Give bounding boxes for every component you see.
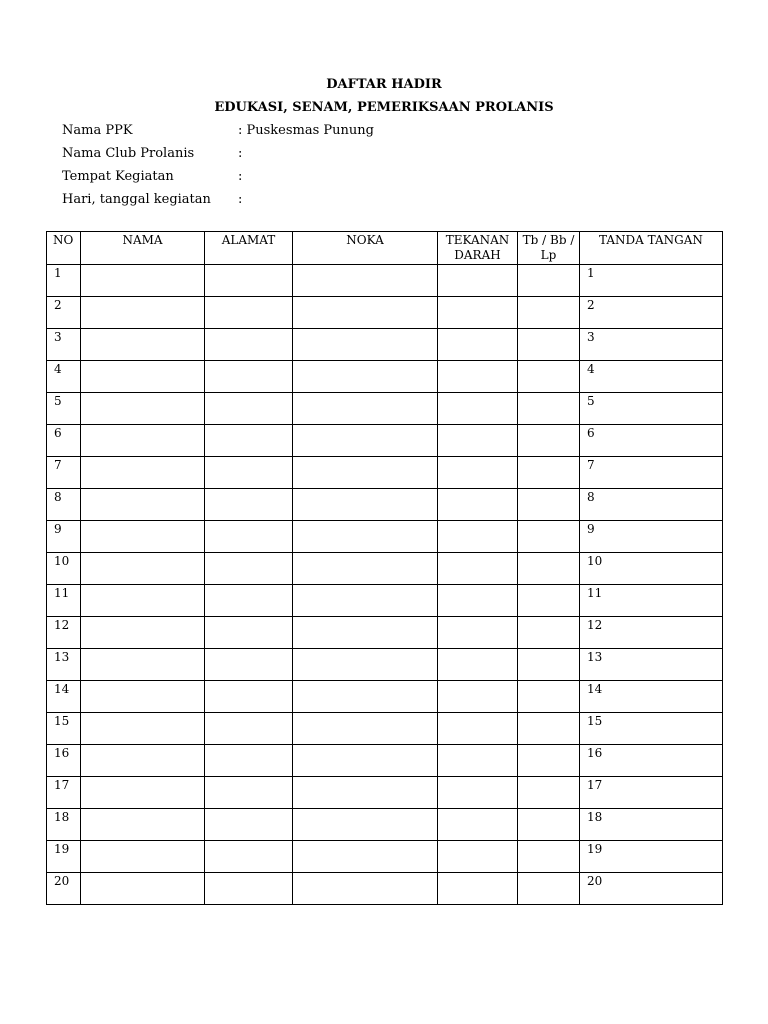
row-number: 17 — [47, 777, 81, 809]
table-row — [47, 329, 723, 361]
info-value: : — [238, 169, 243, 184]
table-row — [47, 745, 723, 777]
tekanan-darah-cell — [438, 425, 518, 457]
noka-cell — [293, 809, 438, 841]
nama-cell — [81, 585, 205, 617]
tanda-tangan-cell: 2 — [580, 297, 723, 329]
alamat-cell — [205, 393, 293, 425]
nama-cell — [81, 745, 205, 777]
row-number: 16 — [47, 745, 81, 777]
noka-cell — [293, 329, 438, 361]
tekanan-darah-cell — [438, 585, 518, 617]
tb-bb-lp-cell — [518, 265, 580, 297]
table-row — [47, 841, 723, 873]
tekanan-darah-cell — [438, 617, 518, 649]
nama-cell — [81, 617, 205, 649]
tb-bb-lp-cell — [518, 745, 580, 777]
noka-cell — [293, 745, 438, 777]
noka-cell — [293, 425, 438, 457]
noka-cell — [293, 841, 438, 873]
table-row — [47, 617, 723, 649]
nama-cell — [81, 361, 205, 393]
tekanan-darah-cell — [438, 777, 518, 809]
table-row — [47, 553, 723, 585]
table-row — [47, 873, 723, 905]
column-header-no: NO — [47, 232, 81, 265]
tanda-tangan-cell: 5 — [580, 393, 723, 425]
table-row — [47, 681, 723, 713]
tekanan-darah-cell — [438, 553, 518, 585]
nama-cell — [81, 873, 205, 905]
noka-cell — [293, 393, 438, 425]
noka-cell — [293, 521, 438, 553]
tanda-tangan-cell: 17 — [580, 777, 723, 809]
nama-cell — [81, 521, 205, 553]
tb-bb-lp-cell — [518, 297, 580, 329]
tb-bb-lp-cell — [518, 585, 580, 617]
tb-bb-lp-cell — [518, 841, 580, 873]
row-number: 9 — [47, 521, 81, 553]
alamat-cell — [205, 329, 293, 361]
tekanan-darah-cell — [438, 457, 518, 489]
nama-cell — [81, 649, 205, 681]
alamat-cell — [205, 457, 293, 489]
row-number: 2 — [47, 297, 81, 329]
tb-bb-lp-cell — [518, 809, 580, 841]
info-label: Tempat Kegiatan — [62, 169, 174, 184]
tb-bb-lp-cell — [518, 553, 580, 585]
alamat-cell — [205, 777, 293, 809]
nama-cell — [81, 841, 205, 873]
alamat-cell — [205, 649, 293, 681]
noka-cell — [293, 585, 438, 617]
tekanan-darah-cell — [438, 329, 518, 361]
nama-cell — [81, 265, 205, 297]
nama-cell — [81, 809, 205, 841]
page-subtitle: EDUKASI, SENAM, PEMERIKSAAN PROLANIS — [214, 100, 554, 115]
column-header-tb-bb-lp: Tb / Bb / Lp — [518, 232, 580, 265]
tanda-tangan-cell: 13 — [580, 649, 723, 681]
tanda-tangan-cell: 9 — [580, 521, 723, 553]
tb-bb-lp-cell — [518, 329, 580, 361]
tanda-tangan-cell: 14 — [580, 681, 723, 713]
row-number: 7 — [47, 457, 81, 489]
alamat-cell — [205, 553, 293, 585]
nama-cell — [81, 393, 205, 425]
tanda-tangan-cell: 16 — [580, 745, 723, 777]
table-row — [47, 425, 723, 457]
tb-bb-lp-cell — [518, 489, 580, 521]
row-number: 3 — [47, 329, 81, 361]
tb-bb-lp-cell — [518, 393, 580, 425]
info-label: Nama Club Prolanis — [62, 146, 195, 161]
row-number: 19 — [47, 841, 81, 873]
table-row — [47, 489, 723, 521]
row-number: 20 — [47, 873, 81, 905]
table-row — [47, 457, 723, 489]
tekanan-darah-cell — [438, 873, 518, 905]
table-row — [47, 649, 723, 681]
tanda-tangan-cell: 6 — [580, 425, 723, 457]
alamat-cell — [205, 521, 293, 553]
tb-bb-lp-cell — [518, 361, 580, 393]
table-row — [47, 777, 723, 809]
nama-cell — [81, 329, 205, 361]
tekanan-darah-cell — [438, 265, 518, 297]
info-label: Nama PPK — [62, 123, 133, 138]
nama-cell — [81, 713, 205, 745]
table-row — [47, 393, 723, 425]
table-header-row — [47, 232, 723, 265]
nama-cell — [81, 681, 205, 713]
attendance-table — [46, 231, 723, 905]
tb-bb-lp-cell — [518, 777, 580, 809]
table-row — [47, 361, 723, 393]
tb-bb-lp-cell — [518, 617, 580, 649]
tanda-tangan-cell: 7 — [580, 457, 723, 489]
info-value: : — [238, 192, 243, 207]
tekanan-darah-cell — [438, 713, 518, 745]
tekanan-darah-cell — [438, 393, 518, 425]
tb-bb-lp-cell — [518, 681, 580, 713]
noka-cell — [293, 649, 438, 681]
row-number: 5 — [47, 393, 81, 425]
tb-bb-lp-cell — [518, 457, 580, 489]
tanda-tangan-cell: 20 — [580, 873, 723, 905]
tanda-tangan-cell: 12 — [580, 617, 723, 649]
table-row — [47, 713, 723, 745]
noka-cell — [293, 457, 438, 489]
alamat-cell — [205, 809, 293, 841]
alamat-cell — [205, 489, 293, 521]
table-row — [47, 521, 723, 553]
column-header-alamat: ALAMAT — [205, 232, 293, 265]
alamat-cell — [205, 297, 293, 329]
nama-cell — [81, 553, 205, 585]
tb-bb-lp-cell — [518, 713, 580, 745]
alamat-cell — [205, 361, 293, 393]
tanda-tangan-cell: 10 — [580, 553, 723, 585]
tanda-tangan-cell: 8 — [580, 489, 723, 521]
tekanan-darah-cell — [438, 649, 518, 681]
tanda-tangan-cell: 19 — [580, 841, 723, 873]
nama-cell — [81, 297, 205, 329]
tekanan-darah-cell — [438, 841, 518, 873]
table-row — [47, 297, 723, 329]
column-header-tekanan-darah: TEKANAN DARAH — [438, 232, 518, 265]
table-row — [47, 265, 723, 297]
row-number: 8 — [47, 489, 81, 521]
tanda-tangan-cell: 4 — [580, 361, 723, 393]
alamat-cell — [205, 585, 293, 617]
noka-cell — [293, 681, 438, 713]
noka-cell — [293, 297, 438, 329]
nama-cell — [81, 457, 205, 489]
tekanan-darah-cell — [438, 297, 518, 329]
page-title: DAFTAR HADIR — [326, 77, 442, 92]
alamat-cell — [205, 841, 293, 873]
row-number: 13 — [47, 649, 81, 681]
tekanan-darah-cell — [438, 361, 518, 393]
table-row — [47, 585, 723, 617]
nama-cell — [81, 425, 205, 457]
row-number: 12 — [47, 617, 81, 649]
row-number: 10 — [47, 553, 81, 585]
alamat-cell — [205, 617, 293, 649]
nama-cell — [81, 489, 205, 521]
row-number: 14 — [47, 681, 81, 713]
info-label: Hari, tanggal kegiatan — [62, 192, 211, 207]
noka-cell — [293, 265, 438, 297]
alamat-cell — [205, 713, 293, 745]
tekanan-darah-cell — [438, 745, 518, 777]
noka-cell — [293, 873, 438, 905]
alamat-cell — [205, 265, 293, 297]
noka-cell — [293, 361, 438, 393]
tekanan-darah-cell — [438, 809, 518, 841]
column-header-tanda-tangan: TANDA TANGAN — [580, 232, 723, 265]
row-number: 18 — [47, 809, 81, 841]
info-value: : — [238, 146, 243, 161]
nama-cell — [81, 777, 205, 809]
tekanan-darah-cell — [438, 489, 518, 521]
column-header-nama: NAMA — [81, 232, 205, 265]
tb-bb-lp-cell — [518, 425, 580, 457]
tanda-tangan-cell: 15 — [580, 713, 723, 745]
info-value: : Puskesmas Punung — [238, 123, 374, 138]
alamat-cell — [205, 873, 293, 905]
tb-bb-lp-cell — [518, 873, 580, 905]
column-header-noka: NOKA — [293, 232, 438, 265]
tanda-tangan-cell: 1 — [580, 265, 723, 297]
tekanan-darah-cell — [438, 681, 518, 713]
row-number: 1 — [47, 265, 81, 297]
row-number: 11 — [47, 585, 81, 617]
tanda-tangan-cell: 11 — [580, 585, 723, 617]
row-number: 6 — [47, 425, 81, 457]
tekanan-darah-cell — [438, 521, 518, 553]
tanda-tangan-cell: 18 — [580, 809, 723, 841]
row-number: 15 — [47, 713, 81, 745]
noka-cell — [293, 617, 438, 649]
noka-cell — [293, 489, 438, 521]
alamat-cell — [205, 681, 293, 713]
row-number: 4 — [47, 361, 81, 393]
tanda-tangan-cell: 3 — [580, 329, 723, 361]
noka-cell — [293, 713, 438, 745]
tb-bb-lp-cell — [518, 521, 580, 553]
noka-cell — [293, 777, 438, 809]
alamat-cell — [205, 425, 293, 457]
alamat-cell — [205, 745, 293, 777]
noka-cell — [293, 553, 438, 585]
table-row — [47, 809, 723, 841]
tb-bb-lp-cell — [518, 649, 580, 681]
